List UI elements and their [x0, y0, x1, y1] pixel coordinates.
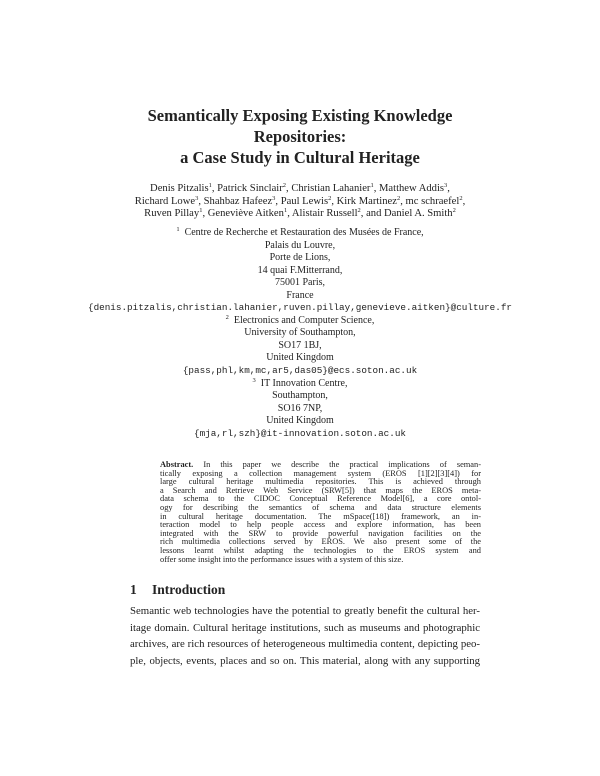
author-name: Shahbaz Hafeez — [203, 195, 273, 207]
author-name: Kirk Martinez — [336, 195, 397, 207]
body-line: itage domain. Cultural heritage institutions, such as museums and photographic — [130, 621, 480, 634]
affiliation-text: 75001 Paris, — [275, 277, 325, 289]
abstract-text: large cultural heritage multimedia repositories. This is achieved through — [160, 477, 481, 487]
affiliation-text: SO17 1BJ, — [278, 339, 322, 351]
affiliation-number: 2 — [225, 313, 229, 321]
affiliation-line — [0, 290, 600, 303]
body-line: Semantic web technologies have the potential to greatly benefit the cultural her- — [130, 605, 480, 617]
abstract-text: rich multimedia collections served by EROS. We also present some of the — [160, 537, 481, 547]
affiliation-line — [0, 277, 600, 290]
affiliation-email: {pass,phl,km,mc,ar5,das05}@ecs.soton.ac.uk — [182, 365, 418, 377]
title-line: a Case Study in Cultural Heritage — [180, 148, 420, 167]
affiliation-text: United Kingdom — [266, 352, 334, 364]
affiliation-line — [0, 227, 600, 240]
affiliation-number: 3 — [252, 376, 256, 384]
abstract-text: tically exposing a collection management system (EROS [1][2][3][4]) for — [160, 468, 481, 478]
affiliation-text: 14 quai F.Mitterrand, — [257, 264, 343, 276]
author-name: Alistair Russell — [291, 208, 358, 220]
abstract-text: teraction model to help people access and explore information, has been — [160, 520, 481, 530]
author-affiliation-mark: 2 — [282, 182, 287, 189]
affiliation-text: Centre de Recherche et Restauration des Musées de France, — [184, 227, 424, 238]
author-name: Denis Pitzalis — [150, 183, 209, 194]
body-line: ple, objects, events, places and so on. This material, along with any supporting — [130, 654, 480, 667]
abstract-text: offer some insight into the performance issues with a system of this size. — [160, 554, 404, 564]
author-name: Geneviève Aitken — [207, 208, 284, 220]
affiliation-text: France — [286, 289, 314, 301]
affiliation-text: Southampton, — [272, 390, 328, 402]
affiliation-line — [0, 315, 600, 328]
affiliation-text: Porte de Lions, — [269, 252, 331, 264]
affiliation-line — [0, 327, 600, 340]
author-affiliation-mark: 1 — [283, 207, 288, 215]
abstract — [160, 461, 481, 564]
author-affiliation-mark: 3 — [195, 194, 199, 202]
author-name: mc schraefel — [405, 195, 460, 207]
affiliation-line — [0, 265, 600, 278]
affiliation-email: {denis.pitzalis,christian.lahanier,ruven.pillay,genevieve.aitken}@culture.fr — [87, 302, 512, 314]
paper-title — [0, 105, 600, 168]
affiliation-text: University of Southampton, — [244, 327, 356, 339]
affiliation-number: 1 — [176, 226, 180, 233]
author-affiliation-mark: 1 — [199, 207, 203, 215]
abstract-text: data schema to the CIDOC Conceptual Reference Model[6], a core ontol- — [160, 494, 481, 504]
abstract-label: Abstract. — [160, 460, 194, 469]
affiliation-text: IT Innovation Centre, — [260, 377, 348, 389]
author-name: Richard Lowe — [134, 195, 196, 207]
abstract-text: ogy for describing the semantics of schema and data structure elements — [160, 502, 481, 512]
author-line: Ruven Pillay$^1$, Geneviève Aitken$^1$, Alistair Russell$^2$, and Daniel A. Smith$^2$ — [144, 207, 456, 220]
author-affiliation-mark: 2 — [459, 194, 463, 202]
affiliation-line — [0, 415, 600, 428]
abstract-line — [160, 556, 481, 565]
author-list — [0, 183, 600, 221]
affiliation-text: Palais du Louvre, — [264, 239, 336, 251]
title-line: Semantically Exposing Existing Knowledge — [147, 106, 453, 125]
abstract-text: a Search and Retrieve Web Service (SRW[5]) that maps the EROS meta- — [160, 485, 481, 495]
author-name: Ruven Pillay — [144, 208, 200, 220]
body-text — [130, 603, 480, 669]
affiliation-line — [0, 378, 600, 391]
abstract-text: integrated with the SRW to provide powerful navigation facilities on the — [160, 528, 481, 538]
author-affiliation-mark: 2 — [396, 194, 401, 202]
affiliation-text: United Kingdom — [266, 415, 334, 427]
affiliation-line — [0, 403, 600, 416]
section-title: Introduction — [152, 582, 226, 597]
author-affiliation-mark: 2 — [357, 207, 361, 215]
body-line: archives, are rich resources of heterogeneous multimedia content, depicting peo- — [130, 638, 480, 650]
author-affiliation-mark: 2 — [328, 194, 332, 202]
affiliation-email: {mja,rl,szh}@it-innovation.soton.ac.uk — [193, 427, 406, 439]
affiliation-text: Electronics and Computer Science, — [233, 314, 375, 326]
author-affiliation-mark: 3 — [272, 194, 276, 202]
affiliations — [0, 227, 600, 440]
author-affiliation-mark: 2 — [452, 207, 456, 215]
affiliation-line — [0, 240, 600, 253]
author-line: Denis Pitzalis$^1$, Patrick Sinclair$^2$, Christian Lahanier$^1$, Matthew Addis$^3$, — [150, 182, 450, 194]
affiliation-line — [0, 390, 600, 403]
abstract-text: lessons learnt whilst adapting the technologies to the EROS system and — [160, 545, 481, 555]
abstract-text: in cultural heritage documentation. The mSpace([18]) framework, an in- — [160, 511, 481, 521]
title-line: Repositories: — [253, 127, 347, 146]
author-name: Patrick Sinclair — [217, 183, 283, 194]
affiliation-text: SO16 7NP, — [277, 402, 323, 414]
section-number: 1 — [130, 582, 137, 597]
affiliation-line — [0, 252, 600, 265]
section-heading — [130, 582, 225, 598]
author-affiliation-mark: 1 — [208, 182, 212, 189]
affiliation-line — [0, 340, 600, 353]
author-affiliation-mark: 1 — [370, 182, 374, 189]
author-affiliation-mark: 3 — [444, 182, 448, 189]
abstract-text: In this paper we describe the practical implications of seman- — [203, 460, 481, 469]
author-line: Richard Lowe$^3$, Shahbaz Hafeez$^3$, Paul Lewis$^2$, Kirk Martinez$^2$, mc schraefel$^2$, — [134, 194, 466, 207]
author-name: and Daniel A. Smith — [366, 208, 453, 220]
author-name: Matthew Addis — [379, 183, 445, 194]
author-name: Paul Lewis — [280, 195, 329, 207]
affiliation-line — [0, 352, 600, 365]
author-name: Christian Lahanier — [291, 183, 371, 194]
